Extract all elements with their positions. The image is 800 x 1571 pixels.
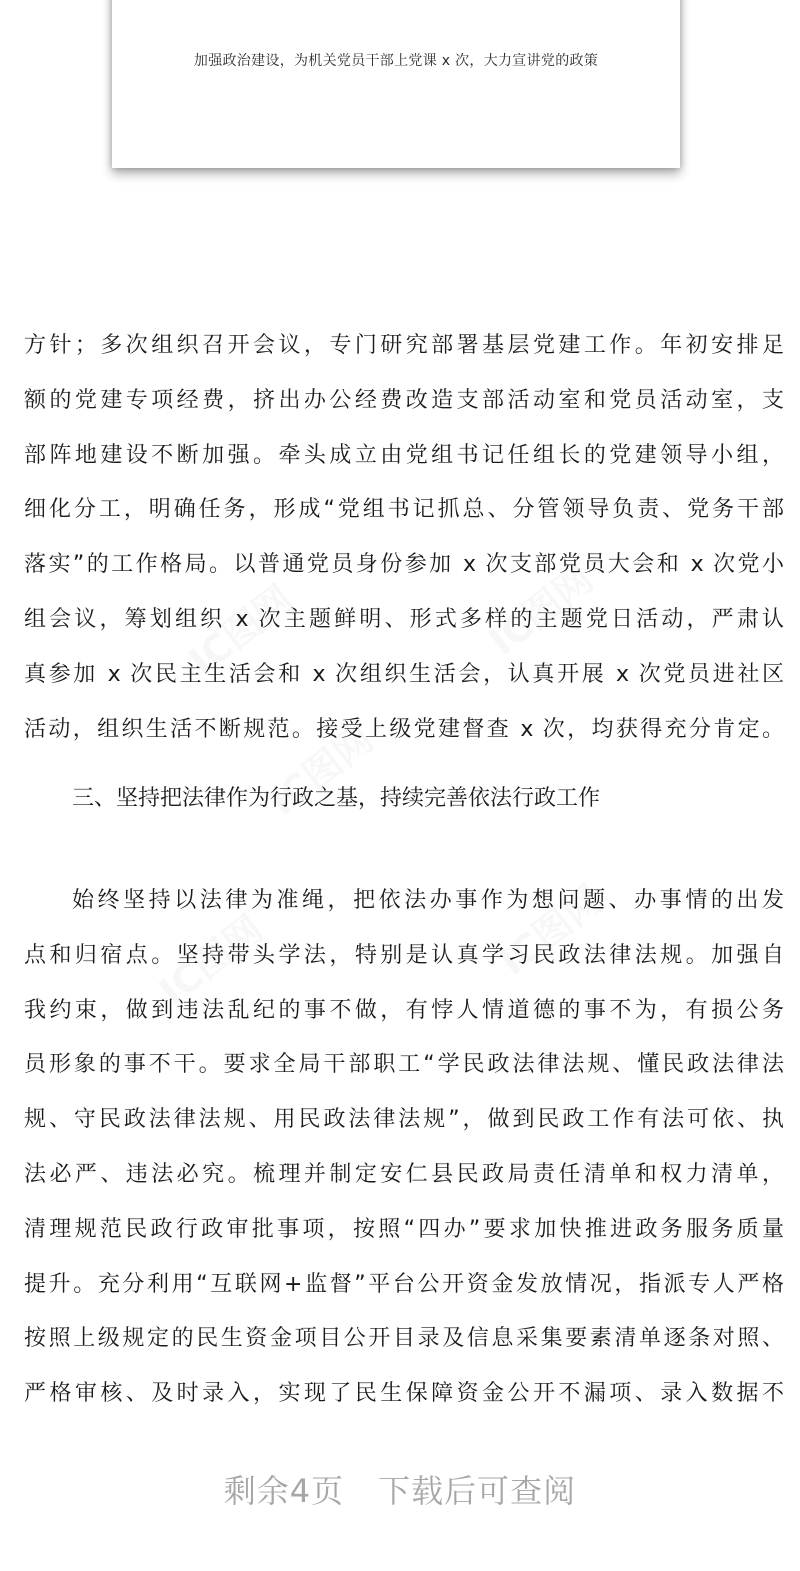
text-line: 点和归宿点。坚持带头学法，特别是认真学习民政法律法规。加强自 [24,942,784,968]
text-line: 活动，组织生活不断规范。接受上级党建督查 x 次，均获得充分肯定。 [24,716,784,742]
watermark: IC图网 [261,716,382,824]
body-paragraph-party-building [24,319,784,757]
preview-card-text: 加强政治建设，为机关党员干部上党课 x 次，大力宣讲党的政策 [193,53,599,69]
text-line: 员形象的事不干。要求全局干部职工“学民政法律法规、懂民政法律法 [24,1052,784,1078]
download-to-read-banner[interactable] [0,1466,800,1512]
section-heading: 三、坚持把法律作为行政之基，持续完善依法行政工作 [72,786,601,811]
text-line: 提升。充分利用“互联网+监督”平台公开资金发放情况，指派专人严格 [24,1271,784,1297]
text-line: 额的党建专项经费，挤出办公经费改造支部活动室和党员活动室，支 [24,387,784,413]
body-paragraph-rule-of-law [24,874,784,1422]
watermark: IC图网 [491,876,612,984]
watermark: IC图网 [481,556,602,664]
text-line: 法必严、违法必究。梳理并制定安仁县民政局责任清单和权力清单， [24,1161,784,1187]
text-line: 按照上级规定的民生资金项目公开目录及信息采集要素清单逐条对照、 [24,1326,784,1352]
watermark: IC图网 [151,906,272,1014]
text-line: 始终坚持以法律为准绳，把依法办事作为想问题、办事情的出发 [72,888,784,913]
text-line: 我约束，做到违法乱纪的事不做，有悖人情道德的事不为，有损公务 [24,997,784,1023]
text-line: 真参加 x 次民主生活会和 x 次组织生活会，认真开展 x 次党员进社区 [24,661,784,687]
document-preview-card [112,0,680,168]
text-line: 细化分工，明确任务，形成“党组书记抓总、分管领导负责、党务干部 [24,497,784,523]
text-line: 组会议，筹划组织 x 次主题鲜明、形式多样的主题党日活动，严肃认 [24,606,784,632]
text-line: 部阵地建设不断加强。牵头成立由党组书记任组长的党建领导小组， [24,442,784,468]
text-line: 严格审核、及时录入，实现了民生保障资金公开不漏项、录入数据不 [24,1381,784,1407]
text-line: 方针；多次组织召开会议，专门研究部署基层党建工作。年初安排足 [24,333,784,358]
download-action-label[interactable]: 下载后可查阅 [378,1472,577,1510]
text-line: 落实”的工作格局。以普通党员身份参加 x 次支部党员大会和 x 次党小 [24,552,784,578]
text-line: 清理规范民政行政审批事项，按照“四办”要求加快推进政务服务质量 [24,1216,784,1242]
watermark: IC图网 [181,576,302,684]
remaining-pages-label: 剩余4页 [223,1472,345,1510]
text-line: 规、守民政法律法规、用民政法律法规”，做到民政工作有法可依、执 [24,1107,784,1133]
